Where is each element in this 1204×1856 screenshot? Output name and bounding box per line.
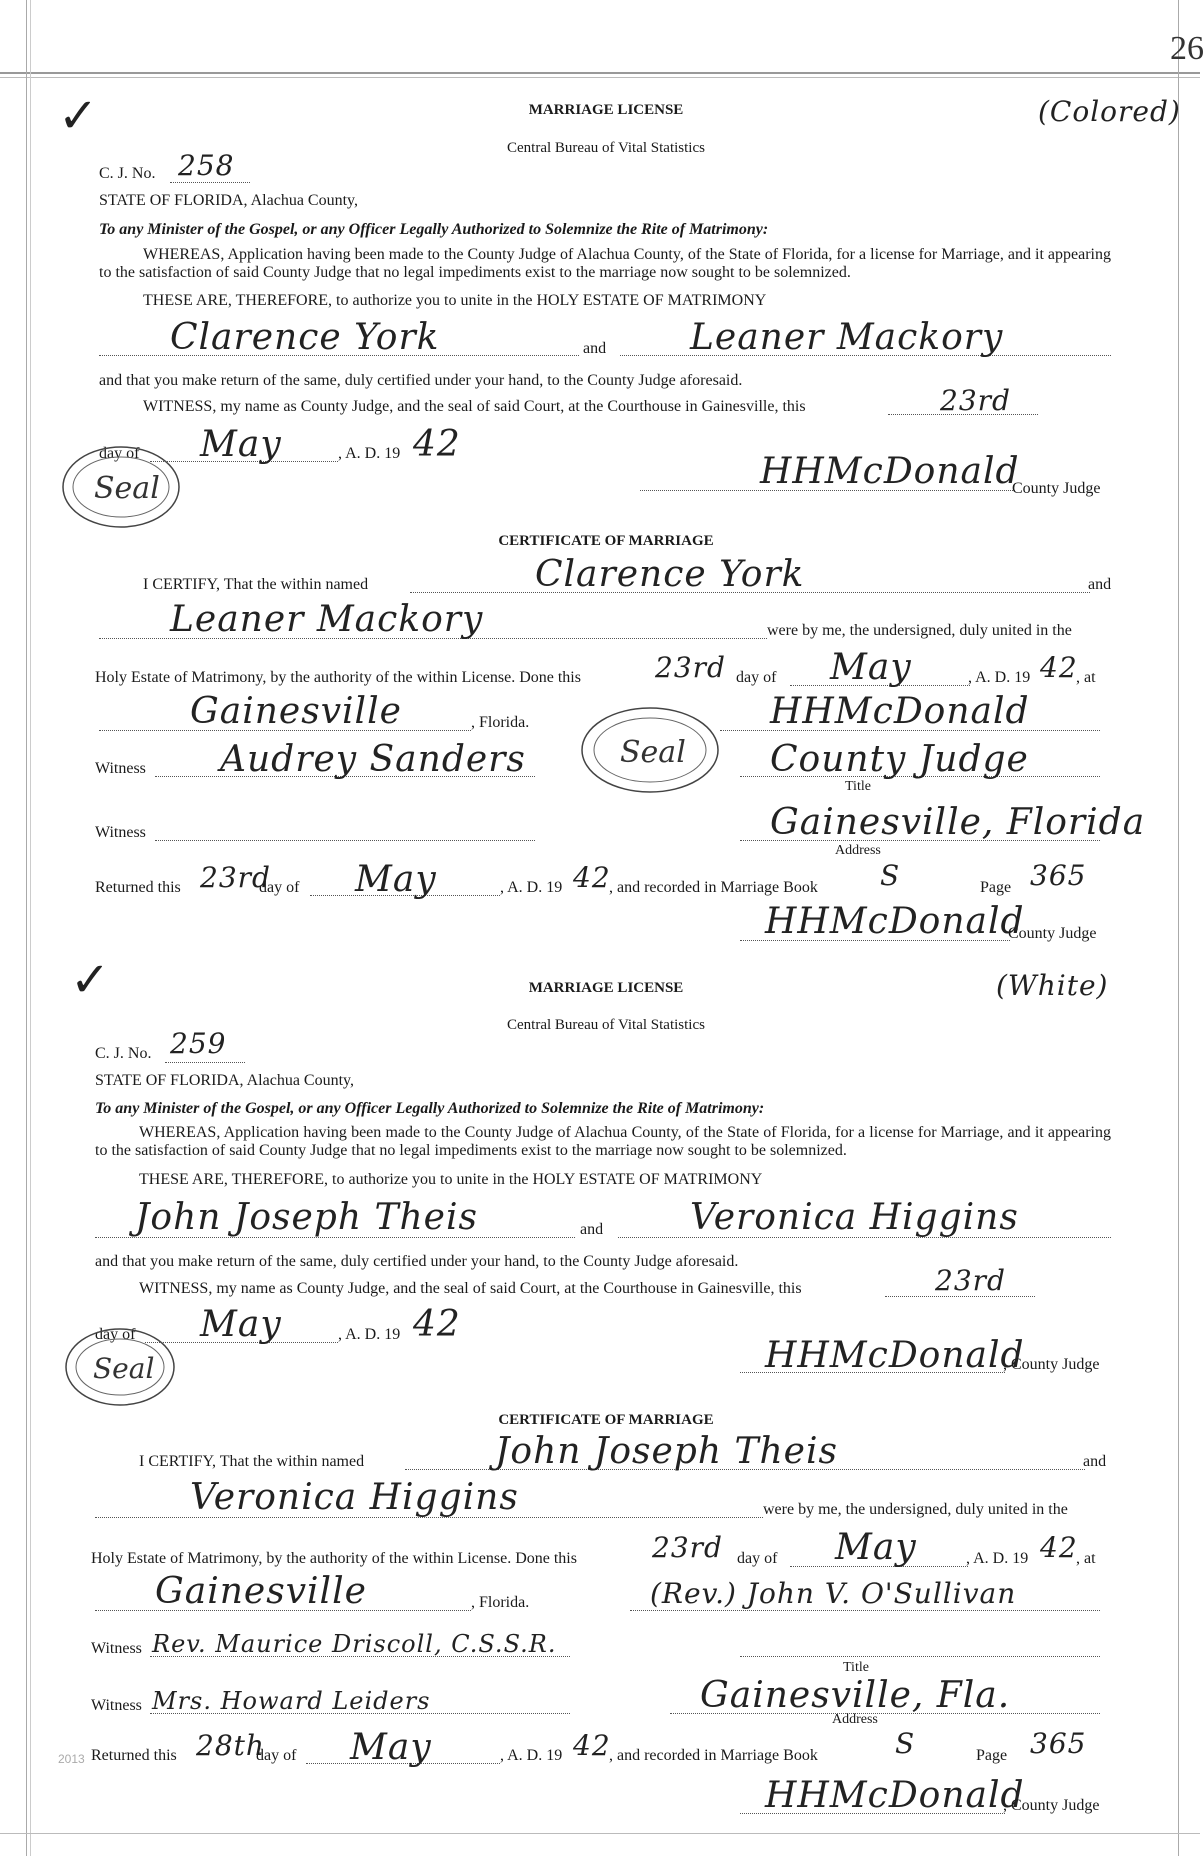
license-day: 23rd: [935, 1264, 1006, 1297]
judge-signature: HHMcDonald: [765, 1335, 1025, 1376]
day-of-label: day of: [99, 445, 140, 462]
seal-stamp: [56, 440, 186, 535]
race-note: (White): [996, 969, 1109, 1002]
book-value: S: [895, 1727, 916, 1760]
license-title: MARRIAGE LICENSE: [528, 102, 684, 118]
cert-year: 42: [1040, 651, 1078, 684]
watermark: 2013: [58, 1752, 85, 1766]
florida-label: , Florida.: [471, 714, 530, 731]
witness-label: Witness: [95, 760, 146, 777]
cert-ad-label: , A. D. 19: [966, 1550, 1029, 1567]
cert-groom-name: John Joseph Theis: [495, 1431, 838, 1472]
cert-place: Gainesville: [190, 691, 402, 732]
seal-text: Seal: [93, 1352, 155, 1385]
returned-judge-label: , County Judge: [1003, 1797, 1100, 1814]
witness-line: WITNESS, my name as County Judge, and the seal of said Court, at the Courthouse in Gainesville, this: [143, 398, 806, 415]
officiant-line: [630, 1610, 1100, 1611]
returned-month: May: [350, 1727, 432, 1768]
certificate-title: CERTIFICATE OF MARRIAGE: [498, 1412, 714, 1428]
whereas-paragraph: WHEREAS, Application having been made to the County Judge of Alachua County, of the State of Florida, for a license for Marriage, and it appearing to the satisfaction of said County Judge that no legal impediments exist to the marriage now sought to be solemnized.: [95, 1124, 1111, 1159]
page-value: 365: [1030, 1727, 1087, 1760]
address-label: Address: [835, 843, 881, 858]
seal-text: Seal: [620, 735, 686, 770]
groom-name: John Joseph Theis: [135, 1197, 478, 1238]
cert-and-label: and: [1088, 576, 1112, 593]
holy-label: Holy Estate of Matrimony, by the authority of the within License. Done this: [91, 1550, 577, 1567]
license-year: 42: [413, 1304, 461, 1345]
cert-ad-label: , A. D. 19: [968, 669, 1031, 686]
license-month: May: [200, 1304, 282, 1345]
whereas-paragraph: WHEREAS, Application having been made to the County Judge of Alachua County, of the State of Florida, for a license for Marriage, and it appearing to the satisfaction of said County Judge that no legal impediments exist to the marriage now sought to be solemnized.: [99, 246, 1111, 281]
page-label: Page: [976, 1747, 1008, 1764]
cert-day-of-label: day of: [737, 1550, 778, 1567]
witness2-line: [155, 840, 535, 841]
florida-label: , Florida.: [471, 1594, 530, 1611]
title-line: [740, 1656, 1100, 1657]
witness2-name: Mrs. Howard Leiders: [152, 1687, 431, 1715]
witness1-name: Rev. Maurice Driscoll, C.S.S.R.: [152, 1630, 557, 1658]
license-day: 23rd: [940, 384, 1011, 417]
race-note: (Colored): [1038, 95, 1181, 128]
witness-label: Witness: [91, 1697, 142, 1714]
these-are-line: THESE ARE, THEREFORE, to authorize you to unite in the HOLY ESTATE OF MATRIMONY: [143, 292, 767, 309]
title-value: County Judge: [770, 739, 1029, 780]
return-line: and that you make return of the same, duly certified under your hand, to the County Judge aforesaid.: [99, 372, 743, 389]
page-edge-left: [26, 0, 31, 1856]
page-edge-bottom: [0, 1833, 1200, 1836]
ad-label: , A. D. 19: [338, 1326, 401, 1343]
certify-label: I CERTIFY, That the within named: [143, 576, 369, 593]
address-value: Gainesville, Fla.: [700, 1675, 1011, 1716]
cert-bride-name: Veronica Higgins: [190, 1477, 519, 1518]
page-edge-top: [0, 72, 1200, 78]
returned-judge-label: County Judge: [1008, 925, 1097, 942]
state-line: STATE OF FLORIDA, Alachua County,: [95, 1072, 355, 1089]
cert-place: Gainesville: [155, 1571, 367, 1612]
address-line: To any Minister of the Gospel, or any Officer Legally Authorized to Solemnize the Rite of Matrimony:: [99, 221, 769, 238]
ad-label: , A. D. 19: [338, 445, 401, 462]
seal-text: Seal: [94, 471, 160, 506]
license-year: 42: [413, 424, 461, 465]
at-label: , at: [1076, 669, 1096, 686]
address-line: To any Minister of the Gospel, or any Officer Legally Authorized to Solemnize the Rite of Matrimony:: [95, 1100, 765, 1117]
cj-label: C. J. No.: [99, 165, 156, 182]
cj-line: [170, 182, 250, 183]
page-value: 365: [1030, 859, 1087, 892]
and-label: and: [583, 340, 607, 357]
seal-stamp: [60, 1322, 180, 1412]
returned-month: May: [355, 859, 437, 900]
returned-day-of-label: day of: [256, 1747, 297, 1764]
page-label: Page: [980, 879, 1012, 896]
bride-name: Leaner Mackory: [690, 317, 1004, 358]
recorded-label: , and recorded in Marriage Book: [609, 879, 818, 896]
book-value: S: [880, 859, 901, 892]
recorded-label: , and recorded in Marriage Book: [609, 1747, 818, 1764]
address-label: Address: [832, 1712, 878, 1727]
cert-month: May: [830, 647, 912, 688]
returned-label: Returned this: [91, 1747, 177, 1764]
witness-label: Witness: [95, 824, 146, 841]
title-label: Title: [845, 779, 871, 794]
page-number: 26: [1170, 30, 1204, 67]
cert-month: May: [835, 1527, 917, 1568]
united-label: were by me, the undersigned, duly united in the: [767, 622, 1072, 639]
judge-signature: HHMcDonald: [760, 451, 1020, 492]
united-label: were by me, the undersigned, duly united in the: [763, 1501, 1068, 1518]
state-line: STATE OF FLORIDA, Alachua County,: [99, 192, 359, 209]
holy-label: Holy Estate of Matrimony, by the authority of the within License. Done this: [95, 669, 581, 686]
cert-day: 23rd: [655, 651, 726, 684]
day-of-label: day of: [95, 1326, 136, 1343]
bureau-label: Central Bureau of Vital Statistics: [507, 140, 705, 156]
judge-label: County Judge: [1012, 480, 1101, 497]
returned-ad-label: , A. D. 19: [500, 1747, 563, 1764]
witness-line: WITNESS, my name as County Judge, and the seal of said Court, at the Courthouse in Gainesville, this: [139, 1280, 802, 1297]
bride-name: Veronica Higgins: [690, 1197, 1019, 1238]
certificate-title: CERTIFICATE OF MARRIAGE: [498, 533, 714, 549]
return-line: and that you make return of the same, duly certified under your hand, to the County Judge aforesaid.: [95, 1253, 739, 1270]
license-title: MARRIAGE LICENSE: [528, 980, 684, 996]
certify-label: I CERTIFY, That the within named: [139, 1453, 365, 1470]
cert-officiant: (Rev.) John V. O'Sullivan: [650, 1577, 1017, 1610]
returned-day: 28th: [196, 1729, 265, 1762]
checkmark-icon: ✓: [58, 88, 99, 144]
cert-groom-name: Clarence York: [535, 554, 805, 595]
witness-label: Witness: [91, 1640, 142, 1657]
returned-day: 23rd: [200, 861, 271, 894]
cert-year: 42: [1040, 1531, 1078, 1564]
returned-label: Returned this: [95, 879, 181, 896]
license-month: May: [200, 424, 282, 465]
page-edge-right: [1178, 0, 1182, 1856]
at-label: , at: [1076, 1550, 1096, 1567]
cert-day-of-label: day of: [736, 669, 777, 686]
cert-bride-name: Leaner Mackory: [170, 599, 484, 640]
seal-stamp: [575, 700, 725, 800]
bureau-label: Central Bureau of Vital Statistics: [507, 1017, 705, 1033]
cj-line: [165, 1062, 245, 1063]
returned-judge-signature: HHMcDonald: [765, 901, 1025, 942]
returned-year: 42: [573, 1729, 611, 1762]
cj-number: 258: [178, 149, 235, 182]
these-are-line: THESE ARE, THEREFORE, to authorize you to unite in the HOLY ESTATE OF MATRIMONY: [139, 1171, 763, 1188]
cert-day: 23rd: [652, 1531, 723, 1564]
witness1-name: Audrey Sanders: [220, 739, 526, 780]
returned-ad-label: , A. D. 19: [500, 879, 563, 896]
cert-and-label: and: [1083, 1453, 1107, 1470]
and-label: and: [580, 1221, 604, 1238]
returned-day-of-label: day of: [259, 879, 300, 896]
cert-officiant: HHMcDonald: [770, 691, 1030, 732]
groom-name: Clarence York: [170, 317, 440, 358]
title-label: Title: [843, 1660, 869, 1675]
judge-label: , County Judge: [1003, 1356, 1100, 1373]
address-value: Gainesville, Florida: [770, 802, 1146, 843]
returned-year: 42: [573, 861, 611, 894]
returned-judge-signature: HHMcDonald: [765, 1775, 1025, 1816]
cj-label: C. J. No.: [95, 1045, 152, 1062]
checkmark-icon: ✓: [70, 952, 111, 1008]
cj-number: 259: [170, 1027, 227, 1060]
